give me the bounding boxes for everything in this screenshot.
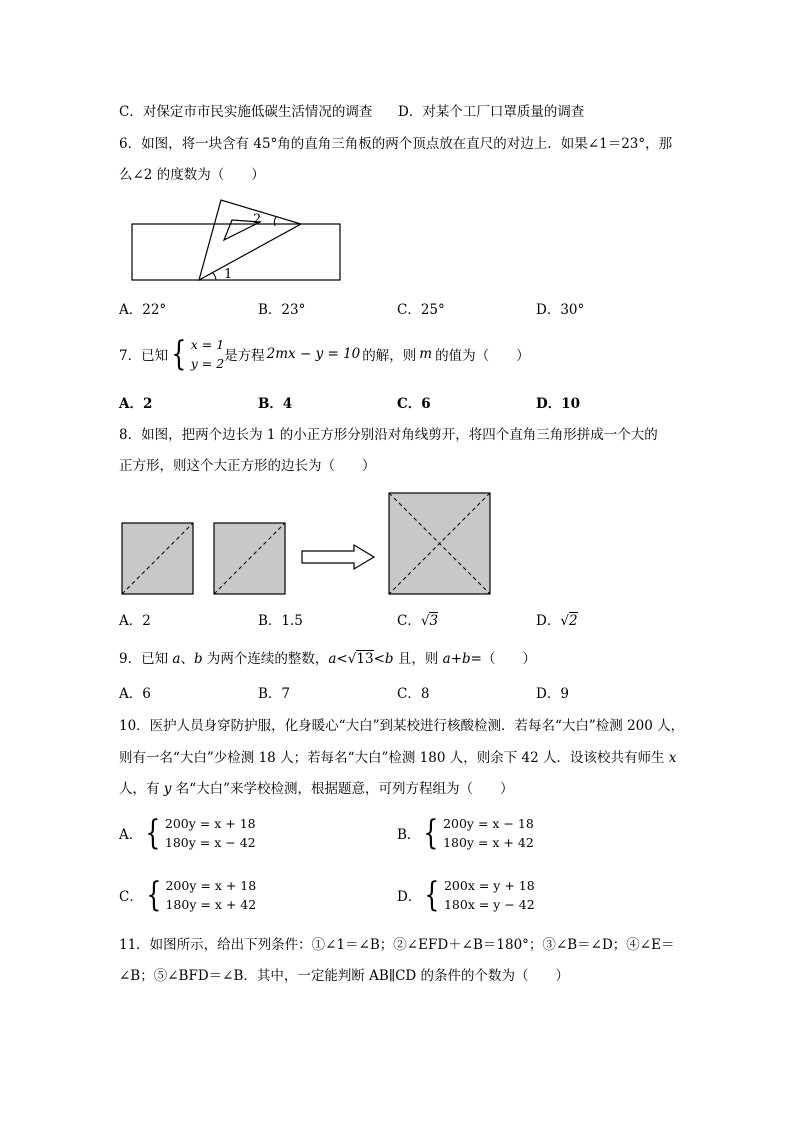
q10-option-b-eq2: 180y = x + 42 xyxy=(443,835,534,850)
q6-stem-line2: 么∠2 的度数为（ ） xyxy=(119,167,265,183)
q9-stem xyxy=(119,650,536,668)
q5-option-c: C．对保定市市民实施低碳生活情况的调查 xyxy=(119,104,373,120)
q6-option-b: B．23° xyxy=(258,302,306,318)
q9-expr: a+b xyxy=(442,651,471,667)
q9-radicand: 13 xyxy=(356,651,374,667)
q7-mid: 是方程 xyxy=(224,348,265,364)
q10-option-b-eq1: 200y = x − 18 xyxy=(443,816,534,831)
angle-2-label: 2 xyxy=(253,212,262,227)
q8-option-d xyxy=(536,612,578,630)
q9-var-b: b xyxy=(193,651,203,667)
q6-ruler-triangle-figure xyxy=(128,196,348,286)
q10-option-d-brace: { xyxy=(424,875,440,915)
q9-option-c: C．8 xyxy=(397,686,430,702)
q9-var-a: a xyxy=(172,651,181,667)
q10-stem-line3 xyxy=(119,780,514,798)
q10-option-b xyxy=(397,814,534,852)
q10-option-b-system xyxy=(443,814,534,852)
q8-option-d-radicand: 2 xyxy=(568,613,578,629)
q8-stem-line2: 正方形，则这个大正方形的边长为（ ） xyxy=(119,458,376,474)
q10-option-c-brace: { xyxy=(146,875,162,915)
q9-lt1: < xyxy=(336,651,348,667)
q10-stem-line2 xyxy=(119,749,676,767)
sqrt-sign: √ xyxy=(420,613,430,629)
large-square xyxy=(389,493,490,594)
ruler xyxy=(132,224,340,280)
q10-option-d-eq2: 180x = y − 42 xyxy=(443,897,535,912)
q6-option-c: C．25° xyxy=(397,302,445,318)
q6-stem-line1: 6．如图，将一块含有 45°角的直角三角板的两个顶点放在直尺的对边上．如果∠1＝23°，那 xyxy=(119,136,673,152)
q9-tail: 且，则 xyxy=(393,651,443,667)
q7-brace: { xyxy=(171,334,187,374)
q10-option-d-eq1: 200x = y + 18 xyxy=(443,878,535,893)
sqrt-sign: √ xyxy=(560,613,569,629)
q8-option-c-label: C． xyxy=(397,613,421,629)
q7-suffix-a: 的解，则 xyxy=(362,348,417,364)
q7-system-line2: y = 2 xyxy=(190,356,225,371)
q7-suffix-b: 的值为（ ） xyxy=(435,348,530,364)
q10-var-y: y xyxy=(163,781,172,797)
q10-option-c xyxy=(119,876,256,914)
q6-option-d: D．30° xyxy=(536,302,585,318)
q10-option-a-eq2: 180y = x − 42 xyxy=(164,835,256,850)
q10-stem-line1: 10．医护人员身穿防护服，化身暖心“大白”到某校进行核酸检测．若每名“大白”检测 200 人， xyxy=(119,718,685,734)
q5-option-d: D．对某个工厂口罩质量的调查 xyxy=(398,104,585,120)
q7-option-b: B．4 xyxy=(258,396,293,412)
q10-var-x: x xyxy=(668,750,677,766)
small-square-2 xyxy=(214,523,285,594)
q10-option-c-eq2: 180y = x + 42 xyxy=(165,897,257,912)
q11-stem-line2: ∠B；⑤∠BFD＝∠B．其中，一定能判断 AB∥CD 的条件的个数为（ ） xyxy=(119,968,570,984)
q8-stem-line1: 8．如图，把两个边长为 1 的小正方形分别沿对角线剪开，将四个直角三角形拼成一个大的 xyxy=(119,427,658,443)
angle-1-label: 1 xyxy=(224,267,233,282)
q8-option-c xyxy=(397,612,438,630)
angle-2-arc xyxy=(274,217,276,226)
q9-lt2: < xyxy=(373,651,385,667)
q7-option-a: A．2 xyxy=(119,396,153,412)
q9-option-b: B．7 xyxy=(258,686,291,702)
small-square-1 xyxy=(122,523,193,594)
sqrt-sign: √ xyxy=(347,651,357,667)
q8-squares-figure xyxy=(118,489,498,599)
q9-option-a: A．6 xyxy=(119,686,151,702)
q9-option-d: D．9 xyxy=(536,686,569,702)
q10-option-c-eq1: 200y = x + 18 xyxy=(165,878,257,893)
q10-option-d xyxy=(397,876,535,914)
q8-option-b: B．1.5 xyxy=(258,613,303,629)
set-square-outer xyxy=(199,200,301,280)
q8-option-a: A．2 xyxy=(119,613,151,629)
q10-option-a-eq1: 200y = x + 18 xyxy=(164,816,256,831)
q10-option-b-label: B． xyxy=(397,827,421,843)
q7-system xyxy=(191,335,224,373)
q8-option-d-label: D． xyxy=(536,613,561,629)
q10-option-a xyxy=(119,814,256,852)
q10-option-d-label: D． xyxy=(397,889,422,905)
q10-line2-text: 则有一名“大白”少检测 18 人；若每名“大白”检测 180 人，则余下 42 人．设该校共有师生 xyxy=(119,750,669,766)
q7-system-line1: x = 1 xyxy=(190,337,225,352)
q7-stem xyxy=(119,335,530,373)
q7-var-m: m xyxy=(419,346,433,362)
q9-var-a2: a xyxy=(328,651,337,667)
q9-var-b2: b xyxy=(384,651,394,667)
q9-end: =（ ） xyxy=(470,651,536,667)
q6-option-a: A．22° xyxy=(119,302,167,318)
q10-option-c-label: C． xyxy=(119,889,143,905)
q11-stem-line1: 11．如图所示，给出下列条件：①∠1＝∠B；②∠EFD＋∠B＝180°；③∠B＝∠D；④∠E＝ xyxy=(119,937,675,953)
q10-option-a-label: A． xyxy=(119,827,143,843)
q10-line3-a: 人，有 xyxy=(119,781,164,797)
right-arrow xyxy=(302,545,374,569)
angle-1-arc xyxy=(212,272,216,280)
q9-mid: 为两个连续的整数， xyxy=(202,651,329,667)
q10-option-a-brace: { xyxy=(145,813,161,853)
q7-option-d: D．10 xyxy=(536,396,580,412)
q9-sep: 、 xyxy=(180,651,194,667)
q10-option-b-brace: { xyxy=(423,813,439,853)
q10-line3-b: 名“大白”来学校检测，根据题意，可列方程组为（ ） xyxy=(171,781,514,797)
q10-option-d-system xyxy=(444,876,535,914)
q9-prefix: 9．已知 xyxy=(119,651,173,667)
q7-prefix: 7．已知 xyxy=(119,348,169,364)
q8-option-c-radicand: 3 xyxy=(429,613,439,629)
q7-equation: 2mx − y = 10 xyxy=(266,346,361,362)
q10-option-a-system xyxy=(165,814,256,852)
q7-option-c: C．6 xyxy=(397,396,431,412)
q10-option-c-system xyxy=(165,876,256,914)
